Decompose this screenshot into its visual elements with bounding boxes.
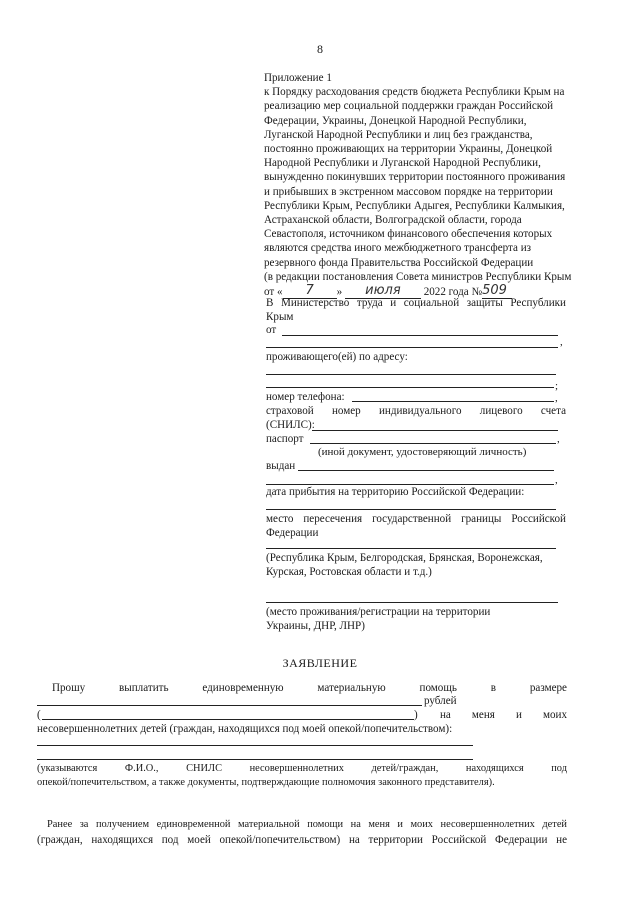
children-field-2[interactable] (37, 759, 473, 760)
crossing-label-cont: Федерации (266, 527, 319, 539)
request-children: несовершеннолетних детей (граждан, находящихся под моей опекой/попечительством): (37, 723, 453, 735)
passport-field[interactable] (310, 443, 556, 444)
arrival-field[interactable] (266, 509, 556, 510)
passport-label: паспорт (266, 433, 304, 445)
snils-label: страховой номер индивидуального лицевого счета (266, 405, 566, 417)
appendix-header (264, 71, 594, 299)
appendix-line: реализацию мер социальной поддержки граждан Российской (264, 100, 554, 113)
appendix-line: к Порядку расходования средств бюджета Республики Крым на (264, 86, 565, 99)
children-note-cont: опекой/попечительством, а также документы, подтверждающие полномочия законного представителя). (37, 777, 495, 788)
address-field[interactable] (266, 374, 556, 375)
address-field-2[interactable] (266, 387, 554, 388)
snils-field[interactable] (312, 430, 558, 431)
from-name-field[interactable] (282, 335, 558, 336)
passport-note: (иной документ, удостоверяющий личность) (318, 446, 527, 458)
appendix-line: вынужденно покинувших территории постоянного проживания (264, 171, 566, 184)
date-day-handwritten: 7 (305, 283, 314, 299)
appendix-line: Луганской Народной Республики и лиц без гражданства, (264, 128, 533, 141)
appendix-line: и прибывших в экстренном массовом порядке на территории (264, 185, 553, 198)
arrival-label: дата прибытия на территорию Российской Федерации: (266, 486, 525, 498)
decree-number-handwritten: 509 (482, 283, 507, 299)
statement-title: ЗАЯВЛЕНИЕ (282, 656, 358, 670)
appendix-line: Приложение 1 (264, 72, 332, 84)
crossing-field[interactable] (266, 548, 556, 549)
appendix-line: Федерации, Украины, Донецкой Народной Республики, (264, 114, 527, 127)
from-name-field-2[interactable] (266, 347, 558, 348)
page-number: 8 (317, 42, 323, 56)
address-label: проживающего(ей) по адресу: (266, 351, 408, 363)
appendix-line: являются средства иного межбюджетного трансферта из (264, 242, 532, 255)
residence-note: (место проживания/регистрации на территории (266, 606, 491, 618)
appendix-line: (в редакции постановления Совета министров Республики Крым (264, 270, 572, 283)
appendix-line: Астраханской области, Волгоградской области, города (264, 214, 522, 227)
amount-words-field[interactable] (42, 719, 414, 720)
appendix-line: постоянно проживающих на территории Украины, Донецкой (264, 143, 553, 156)
residence-field[interactable] (266, 602, 558, 603)
ministry-addressee-cont: Крым (266, 311, 294, 323)
appendix-date-line: от « 7 » июля 2022 года №509 (264, 284, 594, 299)
crossing-label: место пересечения государственной границы Российской (266, 513, 566, 525)
snils-label-cont: (СНИЛС): (266, 419, 315, 431)
phone-field[interactable] (352, 401, 554, 402)
children-note: (указываются Ф.И.О., СНИЛС несовершеннолетних детей/граждан, находящихся под (37, 763, 567, 774)
appendix-line: резервного фонда Правительства Российской Федерации (264, 256, 534, 269)
amount-field[interactable] (37, 705, 422, 706)
rubles-label: рублей (424, 695, 457, 707)
appendix-line: Республики Крым, Республики Адыгея, Республики Калмыкия, (264, 199, 565, 212)
appendix-line: Севастополя, источником финансового обеспечения которых (264, 228, 553, 241)
regions-note: (Республика Крым, Белгородская, Брянская, Воронежская, (266, 552, 543, 564)
issued-label: выдан (266, 460, 296, 472)
prior-payment-text-cont: (граждан, находящихся под моей опекой/попечительством) на территории Российской Федерации не (37, 834, 567, 846)
children-field[interactable] (37, 745, 473, 746)
from-label: от (266, 324, 277, 336)
ministry-addressee: В Министерство труда и социальной защиты Республики (266, 297, 566, 309)
phone-label: номер телефона: (266, 391, 345, 403)
request-tail: на меня и моих (440, 709, 567, 721)
issued-field[interactable] (298, 470, 554, 471)
regions-note-cont: Курская, Ростовская области и т.д.) (266, 566, 432, 578)
prior-payment-text: Ранее за получением единовременной материальной помощи на меня и моих несовершеннолетних детей (47, 819, 567, 830)
appendix-line: Народной Республики и Луганской Народной Республики, (264, 157, 541, 170)
residence-note-cont: Украины, ДНР, ЛНР) (266, 620, 365, 632)
date-month-handwritten: июля (365, 283, 401, 299)
statement-request: Прошу выплатить единовременную материальную помощь в размере (52, 682, 567, 694)
